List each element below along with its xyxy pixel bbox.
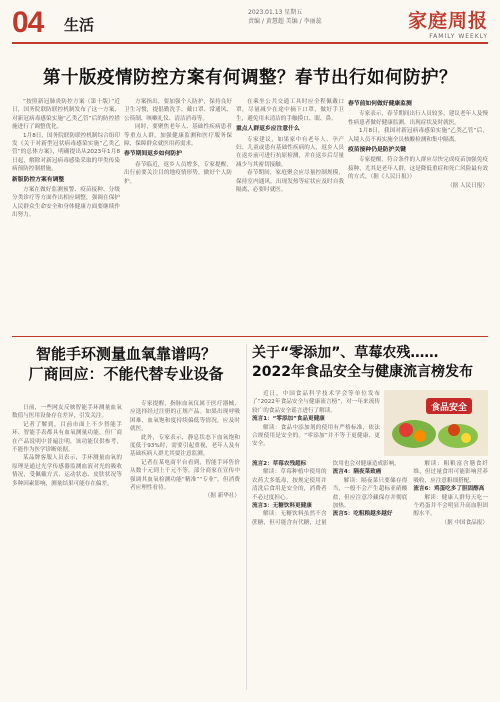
article2 <box>12 344 240 690</box>
article1-paragraph: 专家表示，春节期间出行人员较多，建议老年人及慢性病患者做好健康监测，出现症状及时就医。 <box>348 111 488 126</box>
article1-column-4 <box>348 98 488 330</box>
article1-subhead: 春节期间返乡如何防护 <box>124 151 182 158</box>
article2-headline <box>12 344 240 384</box>
article3-answer: 解读：草莓种植中使用的农药大多低毒，按规定使用并清洗后食用是安全的，消费者不必过度担心。 <box>252 469 327 501</box>
article1-paragraph: 1月8日，国务院联防联控机制综合组印发《关于对新型冠状病毒感染实施“乙类乙管”的总体方案》，明确提出从2023年1月8日起，解除对新冠病毒感染采取的甲类传染病预防控制措施。 <box>12 132 120 173</box>
article1-column-1 <box>12 98 120 330</box>
article2-paragraph: 日前，一些网友反映智能手环测量血氧数值与医用设备存在差异，引发关注。 <box>12 405 122 420</box>
article3-body <box>252 460 488 690</box>
article1-subhead: 重点人群返乡应注意什么 <box>236 126 300 133</box>
article1-headline: 第十版疫情防控方案有何调整？春节出行如何防护？ <box>43 68 457 88</box>
article1-paragraph: 方案在做好监测预警、疫苗接种、分级分类诊疗等方面作出相应调整，强调在保护人民群众生命安全和身体健康方面要继续作出努力。 <box>12 187 120 219</box>
article3-columns <box>252 460 488 690</box>
article1-paragraph: 方案指出，要加强个人防护，保持良好卫生习惯，提倡勤洗手、戴口罩、常通风、公筷制、咳嗽礼仪、清洁消毒等。 <box>124 99 232 122</box>
article3-headline-text: 关于“零添加”、草莓农残…… 2022年食品安全与健康流言榜发布 <box>252 345 473 380</box>
article2-paragraph: 某品牌客服人员表示，手环测量血氧的原理是通过光学传感器监测血液对光的吸收情况，受佩戴方式、运动状态、皮肤状况等多种因素影响，测量结果可能存在偏差。 <box>12 455 122 487</box>
header-rule <box>12 42 488 44</box>
masthead-logo <box>368 6 488 40</box>
logo-text-cn: 家庭周报 <box>407 10 488 32</box>
article2-paragraph: 此外，专家表示，静息状态下血氧饱和度低于93%时，需要引起重视，老年人及有基础疾病人群尤其要注意监测。 <box>130 434 240 458</box>
article2-headline-text: 智能手环测量血氧靠谱吗？ 厂商回应：不能代替专业设备 <box>28 345 224 383</box>
page-number: 04 <box>12 6 44 39</box>
article1-paragraph: 1月8日，我国对新冠病毒感染实施“乙类乙管”后，入境人员不再实施全员核酸检测和集中隔离。 <box>348 128 488 143</box>
article1-paragraph: “按照新冠肺炎防控方案（第十版）”近日，国务院联防联控机制发布了这一方案，对新冠病毒感染实施“乙类乙管”后的防控措施进行了调整优化。 <box>12 99 120 131</box>
food-photo-text: 食品安全 <box>430 403 468 413</box>
article3-question: 流言3：无糖饮料更健康 <box>252 503 312 510</box>
column-divider <box>246 344 247 690</box>
article1-paragraph: 春节期间，家庭聚会应尽量控制规模，保持室内通风，出现发热等症状应及时自我隔离，必要时就医。 <box>236 170 344 194</box>
editor-line: 责编 / 黄慧超 美编 / 李丽蕊 <box>248 18 322 25</box>
article1-byline: （据 人民日报） <box>447 182 488 189</box>
issue-meta <box>248 8 378 26</box>
article2-paragraph: 记者在某电商平台看到，智能手环售价从数十元到上千元不等，部分商家在宣传中强调其血氧检测功能“精准”“专业”，但消费者应理性看待。 <box>130 459 240 492</box>
article3-answer: 解读：食品中添加剂的使用有严格标准，依法合规使用是安全的。“零添加”并不等于更健康、更安全。 <box>252 424 380 448</box>
issue-date: 2023.01.13 星期五 <box>248 9 303 16</box>
article1-paragraph: 春节临近，返乡人员增多，专家提醒，出行前要关注目的地疫情形势，做好个人防护。 <box>124 161 232 185</box>
logo-text-en: FAMILY WEEKLY <box>429 33 488 40</box>
article2-byline: （据 新华社） <box>204 493 240 500</box>
article3-byline: （据 中国食品报） <box>441 519 488 526</box>
article3-question: 流言2：草莓农残超标 <box>252 461 307 467</box>
article3-intro: 近日，中国食品科学技术学会等单位发布了“2022年食品安全与健康流言榜”，对一年来流传较广的食品安全谣言进行了解读。 <box>252 391 380 414</box>
food-safety-photo <box>384 390 488 456</box>
article1-paragraph: 专家提醒，符合条件的人群应尽快完成疫苗加强免疫接种，尤其是老年人群，这是降低重症和死亡风险最有效的方式。（据《人民日报》） <box>348 157 488 181</box>
article1-subhead: 疫苗接种仍是防护关键 <box>348 147 406 154</box>
article1-subhead: 新版防控方案有调整 <box>12 176 65 183</box>
article3-question: 流言6：鸡蛋吃多了胆固醇高 <box>413 486 485 493</box>
article2-paragraph: 记者了解到，目前市面上不少智能手环、智能手表都具有血氧测量功能，但厂商在产品说明中普遍注明，该功能仅供参考，不能作为医学诊断依据。 <box>12 421 122 454</box>
article3-answer: 解读：健康人群每天吃一个鸡蛋并不会明显升高血胆固醇水平。 <box>413 494 488 518</box>
article1-paragraph: 在乘坐公共交通工具时应全程佩戴口罩，尽量减少在途中摘下口罩，做好手卫生，避免用未清洁的手触摸口、眼、鼻。 <box>236 99 344 122</box>
article3-question: 流言5：吃粗粮越多越好 <box>332 511 393 518</box>
article1-paragraph: 同时，要聚焦老年人、基础性疾病患者等重点人群，加强健康监测和医疗服务保障，保障群众就医用药需求。 <box>124 124 232 148</box>
article2-column-1 <box>12 404 122 690</box>
article3 <box>252 344 488 690</box>
article1-column-2 <box>124 98 232 330</box>
section-divider <box>12 336 488 337</box>
article3-answer: 解读：无糖饮料虽然不含蔗糖，但可能含有代糖，过量饮用也会对健康造成影响。 <box>252 461 400 526</box>
article3-answer: 解读：隔夜菜只要储存得当，一般不会产生超标亚硝酸盐，但应注意冷藏保存并彻底加热。 <box>332 477 408 510</box>
article3-question: 流言1：“零添加”食品更健康 <box>252 416 325 423</box>
article2-column-2 <box>130 400 240 690</box>
food-photo-illustration <box>384 390 488 456</box>
article1-subhead: 春节前如何做好健康监测 <box>348 101 412 107</box>
article3-headline <box>252 344 488 382</box>
article3-question: 流言4：隔夜菜致癌 <box>332 469 382 476</box>
article1-paragraph: 专家建议，如果家中有老年人、孕产妇、儿童或患有基础性疾病的人，返乡人员在返乡前可进行抗原检测，并在返乡后尽量减少与其密切接触。 <box>236 136 344 168</box>
article3-answer: 解读：粗粮富含膳食纤维，但过量食用可能影响营养吸收，应注意粗细搭配。 <box>413 461 488 484</box>
section-name: 生活 <box>64 16 95 34</box>
article1-column-3 <box>236 98 344 330</box>
page-header <box>0 0 500 48</box>
article2-paragraph: 专家提醒，指脉血氧仪属于医疗器械，应选择经过注册的正规产品。如果出现呼吸困难、血氧饱和度持续偏低等情况，应及时就医。 <box>130 401 240 433</box>
